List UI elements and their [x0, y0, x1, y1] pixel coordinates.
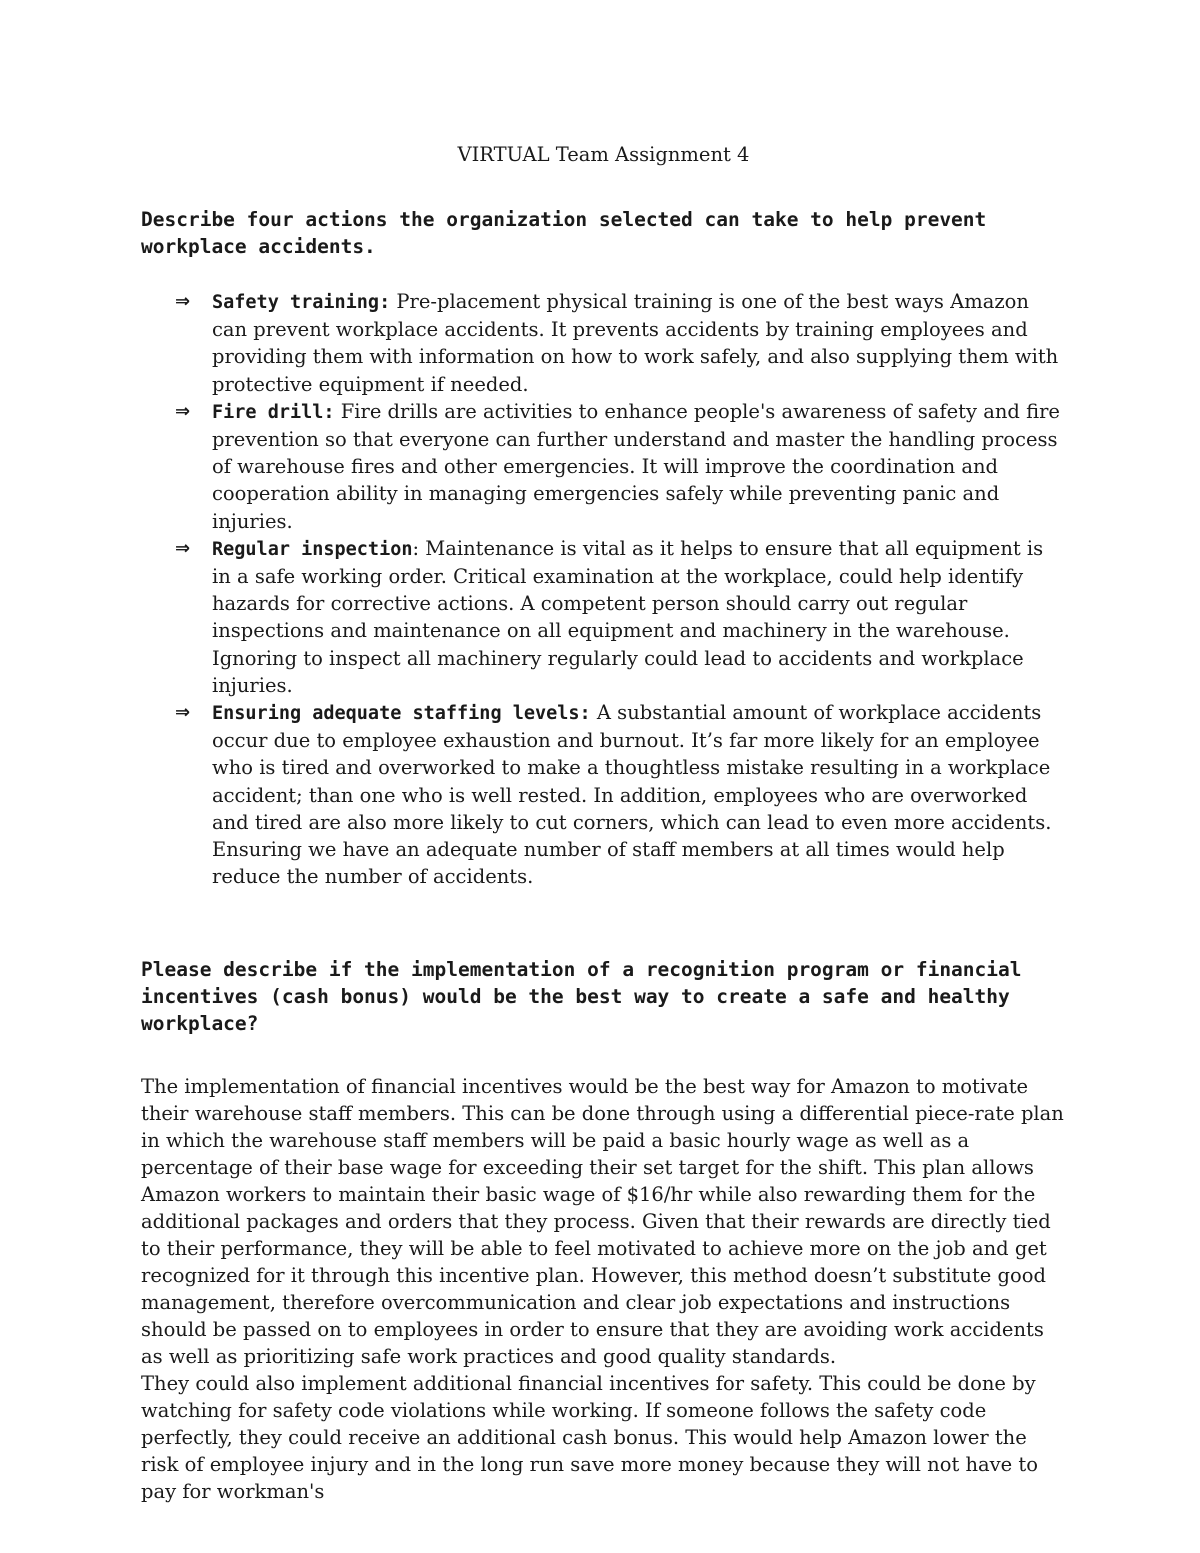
- double-arrow-icon: ⇒: [175, 400, 191, 422]
- question-2: Please describe if the implementation of a recognition program or financial incentives (cash bonus) would be the best way to create a safe and healthy workplace?: [141, 958, 1022, 1036]
- question-1: Describe four actions the organization selected can take to help prevent workplace accidents.: [141, 208, 987, 258]
- action-label: Safety training:: [212, 292, 391, 313]
- list-item: [141, 699, 1066, 890]
- list-item: [141, 398, 1066, 535]
- action-text: Fire drills are activities to enhance people's awareness of safety and fire prevention so that everyone can further understand and master the handling process of warehouse fires and other emergencies. It will improve the coordination and cooperation ability in managing emergencies safely while preventing panic and injuries.: [212, 399, 1060, 533]
- document-title: VIRTUAL Team Assignment 4: [457, 143, 750, 166]
- document-page: [141, 143, 1066, 1505]
- action-text: Pre-placement physical training is one of the best ways Amazon can prevent workplace accidents. It prevents accidents by training employees and providing them with information on how to work safely, and also supplying them with protective equipment if needed.: [212, 290, 1059, 396]
- action-label: Regular inspection: [212, 538, 413, 560]
- double-arrow-icon: ⇒: [175, 291, 191, 312]
- answer-paragraph-2: They could also implement additional financial incentives for safety. This could be done by watching for safety code violations while working. If someone follows the safety code perfectly, they could receive an additional cash bonus. This would help Amazon lower the risk of employee injury and in the long run save more money because they will not have to pay for workman's: [141, 1372, 1038, 1504]
- double-arrow-icon: ⇒: [175, 537, 191, 559]
- action-text: A substantial amount of workplace accidents occur due to employee exhaustion and burnout. It’s far more likely for an employee who is tired and overworked to make a thoughtless mistake resulting in a workplace accident; than one who is well rested. In addition, employees who are overworked and tired are also more likely to cut corners, which can lead to even more accidents. Ensuring we have an adequate number of staff members at all times would help reduce the number of accidents.: [212, 701, 1052, 889]
- answer-paragraph-1: The implementation of financial incentives would be the best way for Amazon to motivate their warehouse staff members. This can be done through using a differential piece-rate plan in which the warehouse staff members will be paid a basic hourly wage as well as a percentage of their base wage for exceeding their set target for the shift. This plan allows Amazon workers to maintain their basic wage of $16/hr while also rewarding them for the additional packages and orders that they process. Given that their rewards are directly tied to their performance, they will be able to feel motivated to achieve more on the job and get recognized for it through this incentive plan. However, this method doesn’t substitute good management, therefore overcommunication and clear job expectations and instructions should be passed on to employees in order to ensure that they are avoiding work accidents as well as prioritizing safe work practices and good quality standards.: [141, 1075, 1064, 1369]
- actions-list: [141, 288, 1066, 890]
- action-text: : Maintenance is vital as it helps to ensure that all equipment is in a safe working order. Critical examination at the workplace, could help identify hazards for corrective actions. A competent person should carry out regular inspections and maintenance on all equipment and machinery in the warehouse. Ignoring to inspect all machinery regularly could lead to accidents and workplace injuries.: [212, 536, 1044, 697]
- action-label: Fire drill:: [212, 401, 335, 423]
- action-label: Ensuring adequate staffing levels:: [212, 703, 591, 725]
- double-arrow-icon: ⇒: [175, 702, 191, 724]
- list-item: [141, 535, 1066, 699]
- list-item: [141, 288, 1066, 398]
